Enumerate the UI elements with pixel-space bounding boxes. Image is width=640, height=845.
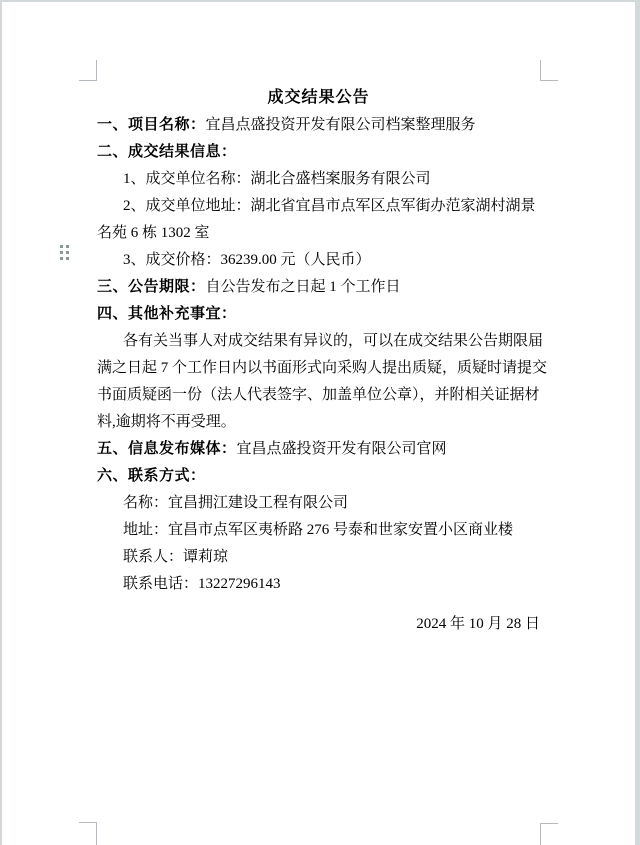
margin-crop-mark-bottom-left (79, 822, 97, 845)
doc-line-contact-name (97, 490, 540, 517)
doc-line-text: 3、成交价格：36239.00 元（人民币） (123, 252, 371, 268)
page-edge-top (0, 0, 640, 2)
doc-line-text: 名苑 6 栋 1302 室 (97, 225, 210, 241)
doc-line-bold: 三、公告期限： (97, 279, 206, 295)
margin-crop-mark-top-left (79, 60, 97, 81)
doc-line-bold: 四、其他补充事宜： (97, 306, 237, 322)
drag-handle-icon[interactable] (60, 245, 69, 260)
doc-line-text: 宜昌点盛投资开发有限公司官网 (236, 441, 447, 457)
doc-line-other-para-3 (97, 382, 540, 409)
page-edge-left (0, 0, 2, 845)
doc-line-contact-person (97, 544, 540, 571)
doc-line-text: 联系人：谭莉琼 (123, 549, 229, 565)
document-body (97, 84, 548, 638)
doc-line-other-para-2 (97, 355, 548, 382)
doc-line-text: 料,逾期将不再受理。 (97, 414, 236, 430)
doc-line-other-para-1 (97, 328, 544, 355)
doc-line-text: 1、成交单位名称：湖北合盛档案服务有限公司 (123, 171, 431, 187)
doc-line-bold: 五、信息发布媒体： (97, 441, 237, 457)
doc-line-text: 2、成交单位地址：湖北省宜昌市点军区点军街办范家湖村湖景 (123, 198, 536, 214)
doc-line-text: 宜昌点盛投资开发有限公司档案整理服务 (205, 117, 476, 133)
doc-line-bold: 二、成交结果信息： (97, 144, 237, 160)
doc-line-result-heading (97, 139, 540, 166)
doc-line-period (97, 274, 540, 301)
document-date: 2024 年 10 月 28 日 (416, 616, 540, 632)
margin-crop-mark-bottom-right (540, 823, 558, 845)
page-edge-right (635, 0, 640, 845)
doc-line-winner-address-2 (97, 220, 540, 247)
doc-line-bold: 一、项目名称： (97, 117, 206, 133)
doc-line-text: 地址：宜昌市点军区夷桥路 276 号泰和世家安置小区商业楼 (123, 522, 514, 538)
doc-line-other-para-4 (97, 409, 540, 436)
doc-line-project-name (97, 112, 540, 139)
doc-line-text: 书面质疑函一份（法人代表签字、加盖单位公章），并附相关证据材 (97, 387, 540, 403)
doc-line-contact-address (97, 517, 540, 544)
document-title: 成交结果公告 (267, 89, 370, 106)
doc-line-text: 名称：宜昌拥江建设工程有限公司 (123, 495, 349, 511)
doc-line-contact-phone (97, 571, 540, 598)
doc-line-media (97, 436, 540, 463)
doc-line-price (97, 247, 540, 274)
doc-line-winner-address-1 (97, 193, 540, 220)
doc-line-winner-name (97, 166, 540, 193)
doc-line-text: 满之日起 7 个工作日内以书面形式向采购人提出质疑，质疑时请提交 (97, 360, 548, 376)
doc-line-bold: 六、联系方式： (97, 468, 206, 484)
doc-line-contact-heading (97, 463, 540, 490)
margin-crop-mark-top-right (540, 60, 558, 81)
doc-line-other-heading (97, 301, 540, 328)
doc-line-text: 各有关当事人对成交结果有异议的，可以在成交结果公告期限届 (123, 333, 544, 349)
doc-line-text: 联系电话：13227296143 (123, 576, 281, 592)
doc-line-text: 自公告发布之日起 1 个工作日 (205, 279, 401, 295)
